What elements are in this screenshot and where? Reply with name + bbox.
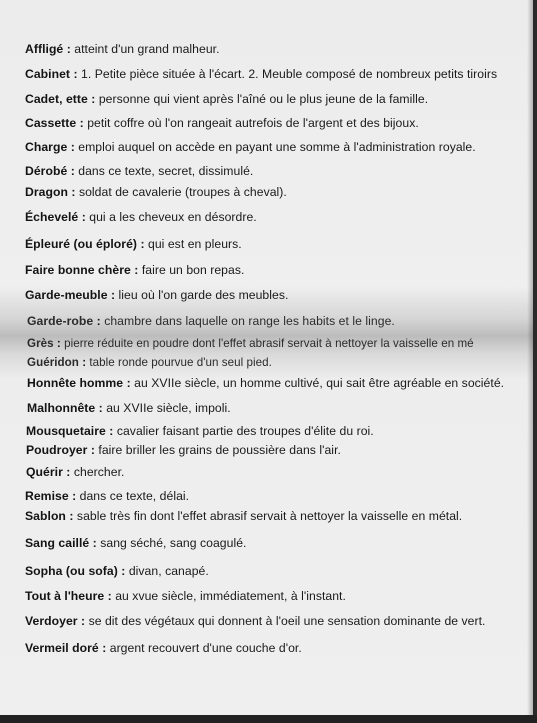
glossary-definition: table ronde pourvue d'un seul pied. [89,356,272,369]
glossary-entry: Vermeil doré : argent recouvert d'une couche d'or. [25,641,302,655]
glossary-entry: Affligé : atteint d'un grand malheur. [25,42,220,56]
glossary-term: Affligé [25,42,64,56]
glossary-term: Dragon [25,185,68,199]
glossary-definition: chercher. [73,465,125,479]
glossary-term: Sopha (ou sofa) [25,564,118,578]
glossary-entry: Échevelé : qui a les cheveux en désordre. [25,210,257,224]
glossary-definition: personne qui vient après l'aîné ou le plus jeune de la famille. [98,92,429,106]
glossary-definition: cavalier faisant partie des troupes d'élite du roi. [116,424,374,438]
glossary-definition: soldat de cavalerie (troupes à cheval). [78,185,287,199]
glossary-entry: Verdoyer : se dit des végétaux qui donnent à l'oeil une sensation dominante de vert. [25,614,486,628]
glossary-entry: Guéridon : table ronde pourvue d'un seul pied. [27,356,272,369]
glossary-definition: 1. Petite pièce située à l'écart. 2. Meuble composé de nombreux petits tiroirs [81,67,498,81]
glossary-entry: Garde-meuble : lieu où l'on garde des meubles. [25,288,289,302]
glossary-term: Mousquetaire [26,424,106,438]
glossary-entry: Cassette : petit coffre où l'on rangeait autrefois de l'argent et des bijoux. [25,116,419,130]
glossary-entry: Remise : dans ce texte, délai. [25,489,190,503]
glossary-definition: pierre réduite en poudre dont l'effet abrasif servait à nettoyer la vaisselle en mé [64,337,474,350]
glossary-entry: Garde-robe : chambre dans laquelle on range les habits et le linge. [27,314,395,328]
glossary-definition: qui a les cheveux en désordre. [89,210,257,224]
glossary-term: Quérir [26,465,63,479]
glossary-definition: divan, canapé. [128,564,209,578]
glossary-term: Garde-robe [27,314,94,328]
glossary-entry: Quérir : chercher. [26,465,125,479]
glossary-term: Cabinet [25,67,71,81]
glossary-term: Charge [25,140,68,154]
glossary-definition: sang séché, sang coagulé. [100,536,247,550]
glossary-definition: faire briller les grains de poussière dans l'air. [98,443,341,457]
glossary-term: Cadet, ette [25,92,88,106]
glossary-entry: Tout à l'heure : au xvue siècle, immédiatement, à l'instant. [25,589,346,603]
glossary-entry: Cabinet : 1. Petite pièce située à l'écart. 2. Meuble composé de nombreux petits tiroirs [25,67,498,81]
glossary-definition: qui est en pleurs. [148,237,242,251]
glossary-entry: Sopha (ou sofa) : divan, canapé. [25,564,209,578]
glossary-entry: Malhonnête : au XVIIe siècle, impoli. [27,401,231,415]
glossary-term: Sang caillé [25,536,90,550]
glossary-definition: argent recouvert d'une couche d'or. [109,641,302,655]
glossary-definition: au xvue siècle, immédiatement, à l'instant. [115,589,346,603]
glossary-definition: faire un bon repas. [141,263,245,277]
glossary-term: Vermeil doré [25,641,99,655]
glossary-term: Grès [27,337,54,350]
glossary-definition: atteint d'un grand malheur. [74,42,220,56]
glossary-term: Sablon [25,509,66,523]
glossary-entry: Mousquetaire : cavalier faisant partie des troupes d'élite du roi. [26,424,374,438]
glossary-entry: Épleuré (ou éploré) : qui est en pleurs. [25,237,242,251]
glossary-definition: au XVIIe siècle, impoli. [106,401,231,415]
glossary-term: Honnête homme [27,376,124,390]
glossary-entry: Dragon : soldat de cavalerie (troupes à cheval). [25,185,287,199]
glossary-definition: se dit des végétaux qui donnent à l'oeil une sensation dominante de vert. [88,614,486,628]
glossary-entry: Cadet, ette : personne qui vient après l'aîné ou le plus jeune de la famille. [25,92,429,106]
glossary-entry: Honnête homme : au XVIIe siècle, un homme cultivé, qui sait être agréable en société. [27,376,505,390]
glossary-term: Guéridon [27,356,79,369]
glossary-entry: Poudroyer : faire briller les grains de poussière dans l'air. [26,443,341,457]
glossary-definition: dans ce texte, délai. [79,489,190,503]
glossary-term: Échevelé [25,210,79,224]
glossary-term: Poudroyer [26,443,88,457]
glossary-definition: lieu où l'on garde des meubles. [118,288,289,302]
glossary-entry: Sablon : sable très fin dont l'effet abrasif servait à nettoyer la vaisselle en métal. [25,509,463,523]
glossary-term: Épleuré (ou éploré) [25,237,138,251]
glossary-entry: Faire bonne chère : faire un bon repas. [25,263,245,277]
glossary-term: Cassette [25,116,77,130]
glossary-term: Remise [25,489,69,503]
glossary-definition: dans ce texte, secret, dissimulé. [78,164,254,178]
page-edge-shadow [0,715,537,723]
glossary-term: Garde-meuble [25,288,108,302]
glossary-term: Verdoyer [25,614,78,628]
glossary-term: Faire bonne chère [25,263,131,277]
glossary-entry: Sang caillé : sang séché, sang coagulé. [25,536,247,550]
glossary-definition: petit coffre où l'on rangeait autrefois de l'argent et des bijoux. [87,116,419,130]
glossary-definition: au XVIIe siècle, un homme cultivé, qui sait être agréable en société. [134,376,505,390]
glossary-definition: sable très fin dont l'effet abrasif servait à nettoyer la vaisselle en métal. [76,509,463,523]
glossary-term: Malhonnête [27,401,96,415]
glossary-term: Tout à l'heure [25,589,105,603]
glossary-definition: chambre dans laquelle on range les habits et le linge. [104,314,395,328]
glossary-entry: Charge : emploi auquel on accède en payant une somme à l'administration royale. [25,140,476,154]
glossary-entry: Dérobé : dans ce texte, secret, dissimulé. [25,164,254,178]
glossary-term: Dérobé [25,164,68,178]
glossary-definition: emploi auquel on accède en payant une somme à l'administration royale. [78,140,476,154]
glossary-entry: Grès : pierre réduite en poudre dont l'effet abrasif servait à nettoyer la vaisselle en mé [27,337,474,350]
